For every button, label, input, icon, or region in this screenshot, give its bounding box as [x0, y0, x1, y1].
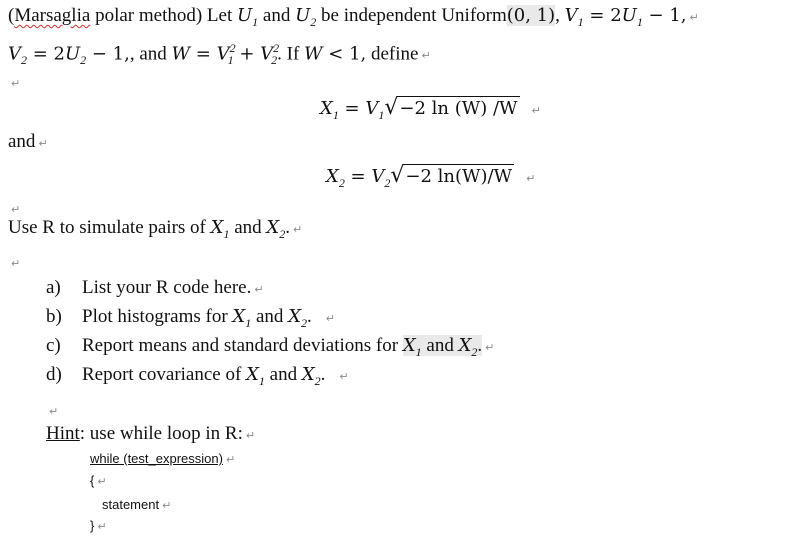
intro-line-2: $V_2 = 2U_2 - 1$,, and $W = V^2_1 + V^2_2$. If W < 1, define ↵ [8, 41, 431, 68]
code-line-4: } ↵ [90, 518, 107, 533]
equation-x1: $X_1 = V_1√-2$ ln (W) /W ↵ [320, 95, 541, 122]
intro-text: polar method) Let [90, 5, 237, 26]
code-line-1: while (test_expression) ↵ [90, 451, 236, 466]
intro-line-1: (Marsaglia polar method) Let $U_1$ and $U_2$ be independent Uniform(0, 1), $V_1 = 2U_1 - 1$, ↵ [8, 5, 699, 29]
list-item-a: a) List your R code here. ↵ [46, 277, 264, 298]
paragraph-mark: ↵ [689, 11, 699, 24]
empty-paragraph: ↵ [11, 203, 21, 216]
hint-label: Hint [46, 423, 80, 444]
code-while: while (test_expression) [90, 451, 223, 466]
hint-line: Hint: use while loop in R: ↵ [46, 423, 256, 444]
empty-paragraph: ↵ [11, 257, 21, 270]
and-line: and ↵ [8, 131, 48, 152]
empty-paragraph: ↵ [49, 405, 59, 418]
intro-lead: ( [8, 5, 15, 26]
sqrt-sign: √ [384, 95, 399, 120]
list-item-b: b) Plot histograms for $X_1$ and $X_2$. ↵ [46, 306, 335, 330]
list-item-c: c) Report means and standard deviations for $X_1$ and $X_2$. ↵ [46, 335, 495, 359]
equation-x2: $X_2 = V_2√-2$ ln(W)/W ↵ [326, 163, 536, 190]
x1-radicand: −2 ln (W) /W [399, 98, 518, 119]
code-line-3: statement ↵ [102, 497, 172, 512]
list-item-d: d) Report covariance of $X_1$ and $X_2$. ↵ [46, 364, 349, 388]
use-r-line: Use R to simulate pairs of $X_1$ and $X_2$. ↵ [8, 217, 303, 241]
uniform-args: (0, 1) [506, 5, 556, 26]
sqrt-sign: √ [390, 163, 405, 188]
spellcheck-word: Marsaglia [14, 5, 91, 26]
code-line-2: { ↵ [90, 473, 107, 488]
x2-radicand: −2 ln(W)/W [405, 166, 513, 187]
empty-paragraph: ↵ [11, 77, 21, 90]
